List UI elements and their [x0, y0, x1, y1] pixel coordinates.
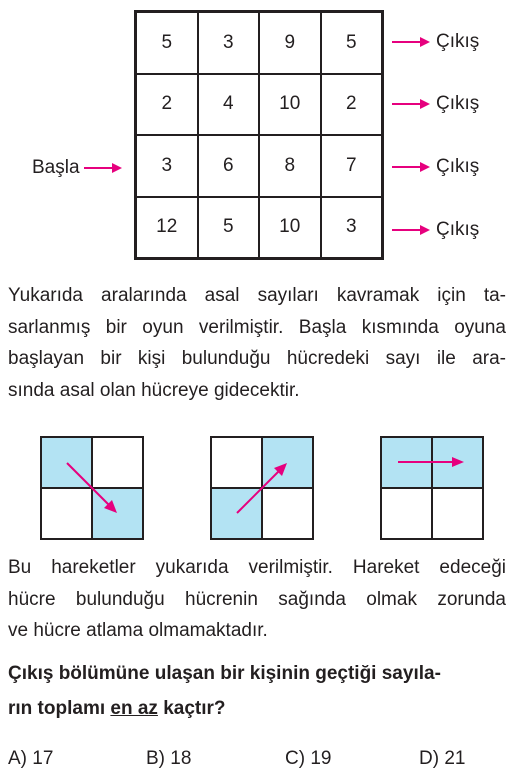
right-arrow-icon [392, 36, 430, 48]
grid-cell: 7 [321, 135, 383, 197]
diagonal-down-move-diagram [40, 436, 144, 540]
question-text: rın toplamı [8, 698, 111, 719]
grid-cell: 8 [259, 135, 321, 197]
exit-label [392, 155, 479, 179]
grid-cell: 5 [198, 197, 260, 259]
option-value: 19 [310, 748, 332, 769]
grid-cell: 3 [321, 197, 383, 259]
number-grid [134, 10, 384, 260]
grid-cell: 5 [136, 12, 198, 74]
grid-cell: 3 [136, 135, 198, 197]
question-line [8, 691, 506, 726]
option-label: A) [8, 748, 27, 769]
exit-text: Çıkış [436, 156, 480, 177]
text-line: sında asal olan hücreye gidecektir. [8, 379, 300, 401]
option-c[interactable] [285, 748, 331, 770]
start-label [32, 156, 122, 180]
moves-paragraph [8, 552, 506, 647]
option-b[interactable] [146, 748, 191, 770]
horizontal-move-diagram [380, 436, 484, 540]
exit-label [392, 30, 479, 54]
grid-cell: 5 [321, 12, 383, 74]
question [8, 656, 506, 726]
intro-paragraph [8, 280, 506, 406]
right-arrow-icon [392, 161, 430, 173]
question-line: Çıkış bölümüne ulaşan bir kişinin geçtiği sayıla- [8, 663, 441, 684]
exit-text: Çıkış [436, 93, 480, 114]
text-line: Yukarıda aralarında asal sayıları kavramak için ta- [8, 285, 506, 306]
option-label: D) [419, 748, 440, 769]
text-line: ve hücre atlama olmamaktadır. [8, 620, 268, 641]
exit-text: Çıkış [436, 219, 480, 240]
exit-label [392, 92, 479, 116]
text-line: Bu hareketler yukarıda verilmiştir. Hareket edeceği [8, 557, 506, 578]
option-label: B) [146, 748, 165, 769]
question-text: kaçtır? [157, 698, 226, 719]
option-a[interactable] [8, 748, 53, 770]
option-value: 18 [170, 748, 192, 769]
option-d[interactable] [419, 748, 465, 770]
right-arrow-icon [84, 162, 122, 174]
option-value: 21 [444, 748, 466, 769]
grid-cell: 10 [259, 74, 321, 136]
grid-cell: 2 [321, 74, 383, 136]
grid-cell: 4 [198, 74, 260, 136]
text-line: sarlanmış bir oyun verilmiştir. Başla kısmında oyuna [8, 316, 506, 338]
grid-cell: 2 [136, 74, 198, 136]
start-text: Başla [32, 157, 80, 178]
right-arrow-icon [392, 98, 430, 110]
right-arrow-icon [392, 224, 430, 236]
option-value: 17 [32, 748, 54, 769]
option-label: C) [285, 748, 306, 769]
exit-label [392, 218, 479, 242]
exit-text: Çıkış [436, 31, 480, 52]
text-line: hücre bulunduğu hücrenin sağında olmak zorunda [8, 588, 506, 610]
grid-cell: 3 [198, 12, 260, 74]
diagonal-up-move-diagram [210, 436, 314, 540]
grid-cell: 12 [136, 197, 198, 259]
emphasis-text: en az [110, 698, 158, 719]
grid-cell: 6 [198, 135, 260, 197]
text-line: başlayan bir kişi bulunduğu hücredeki sayı ile ara- [8, 348, 506, 369]
grid-cell: 10 [259, 197, 321, 259]
grid-cell: 9 [259, 12, 321, 74]
